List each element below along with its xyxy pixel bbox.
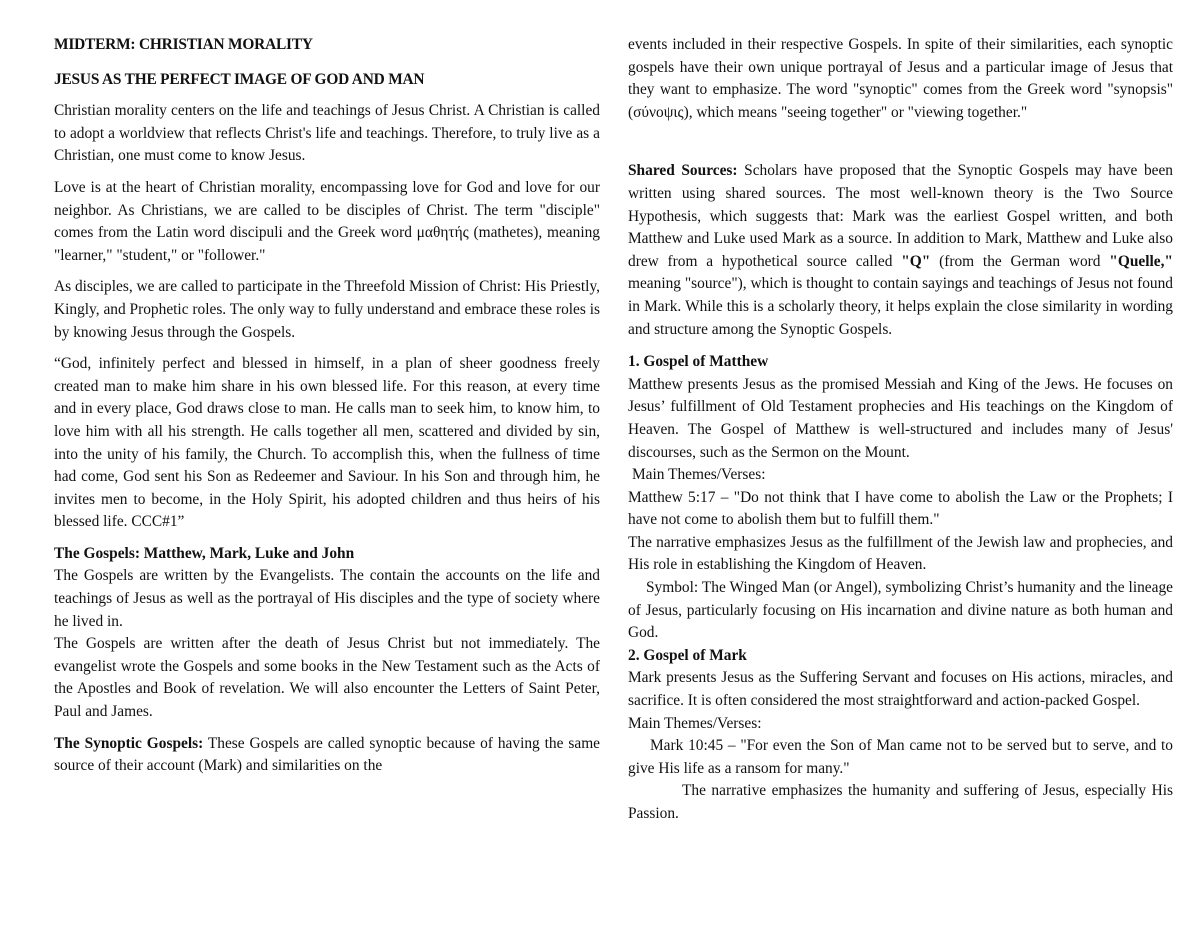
shared-sources-text-1: Scholars have proposed that the Synoptic Gospels may have been written using shared sources. The most well-known theory is the Two Source Hypothesis, which suggests that: Mark was the earliest Gospel written, and both Matthew and Luke used Mark as a source. In addition to Mark, Matthew and Luke also drew from a hypothetical source called [628, 162, 1173, 270]
matthew-themes-label: Main Themes/Verses: [632, 466, 766, 484]
left-column [54, 34, 600, 778]
mark-heading: 2. Gospel of Mark [628, 646, 747, 664]
document-subtitle: JESUS AS THE PERFECT IMAGE OF GOD AND MAN [54, 70, 425, 88]
matthew-verse: Matthew 5:17 – "Do not think that I have come to abolish the Law or the Prophets; I have not come to abolish them but to fulfill them." [628, 488, 1173, 529]
ccc-quote: “God, infinitely perfect and blessed in himself, in a plan of sheer goodness freely created man to make him share in his own blessed life. For this reason, at every time and in every place, God draws close to man. He calls man to seek him, to know him, to love him with all his strength. He calls together all men, scattered and divided by sin, into the unity of his family, the Church. To accomplish this, when the fullness of time had come, God sent his Son as Redeemer and Saviour. In his Son and through him, he invites men to become, in the Holy Spirit, his adopted children and thus heirs of his blessed life. CCC#1” [54, 355, 600, 531]
matthew-paragraph: Matthew presents Jesus as the promised Messiah and King of the Jews. He focuses on Jesus’ fulfillment of Old Testament prophecies and His teachings on the Kingdom of Heaven. The Gospel of Matthew is well-structured and includes many of Jesus' discourses, such as the Sermon on the Mount. [628, 375, 1173, 461]
love-paragraph: Love is at the heart of Christian morality, encompassing love for God and love for our neighbor. As Christians, we are called to be disciples of Christ. The term "disciple" comes from the Latin word discipuli and the Greek word μαθητής (mathetes), meaning "learner," "student," or "follower." [54, 178, 600, 264]
q-term: "Q" [901, 252, 931, 270]
intro-paragraph: Christian morality centers on the life and teachings of Jesus Christ. A Christian is called to adopt a worldview that reflects Christ's life and teachings. Therefore, to truly live as a Christian, one must come to know Jesus. [54, 102, 600, 165]
gospels-paragraph-1: The Gospels are written by the Evangelists. The contain the accounts on the life and teachings of Jesus as well as the portrayal of His disciples and the type of society where he lived in. [54, 567, 600, 630]
synoptic-paragraph [54, 733, 600, 778]
shared-sources-text-2: (from the German word [930, 252, 1110, 270]
right-column [628, 34, 1173, 826]
threefold-mission-paragraph: As disciples, we are called to participate in the Threefold Mission of Christ: His Priestly, Kingly, and Prophetic roles. The only way to fully understand and embrace these roles is by knowing Jesus through the Gospels. [54, 278, 600, 341]
shared-sources-label: Shared Sources: [628, 162, 738, 180]
matthew-symbol: Symbol: The Winged Man (or Angel), symbolizing Christ’s humanity and the lineage of Jesus, particularly focusing on His incarnation and divine nature as both human and God. [628, 579, 1173, 642]
mark-paragraph: Mark presents Jesus as the Suffering Servant and focuses on His actions, miracles, and sacrifice. It is often considered the most straightforward and action-packed Gospel. [628, 669, 1173, 710]
document-title: MIDTERM: CHRISTIAN MORALITY [54, 36, 313, 53]
mark-narrative: The narrative emphasizes the humanity and suffering of Jesus, especially His Passion. [628, 782, 1173, 822]
synoptic-label: The Synoptic Gospels: [54, 734, 204, 752]
mark-themes-label: Main Themes/Verses: [628, 714, 762, 732]
gospels-heading: The Gospels: Matthew, Mark, Luke and John [54, 544, 355, 562]
synoptic-continuation: events included in their respective Gospels. In spite of their similarities, each synoptic gospels have their own unique portrayal of Jesus and a particular image of Jesus that they want to emphasize. The word "synoptic" comes from the Greek word "synopsis" (σύνοψις), which means "seeing together" or "viewing together." [628, 36, 1173, 121]
matthew-heading: 1. Gospel of Matthew [628, 353, 769, 371]
matthew-narrative: The narrative emphasizes Jesus as the fulfillment of the Jewish law and prophecies, and His role in establishing the Kingdom of Heaven. [628, 533, 1173, 574]
synoptic-text: These Gospels are called synoptic because of having the same source of their account (Mark) and similarities on the [54, 734, 600, 775]
shared-sources-text-3: meaning "source"), which is thought to contain sayings and teachings of Jesus not found in Mark. While this is a scholarly theory, it helps explain the close similarity in wording and structure among the Synoptic Gospels. [628, 275, 1173, 338]
quelle-term: "Quelle," [1109, 252, 1173, 270]
mark-verse: Mark 10:45 – "For even the Son of Man came not to be served but to serve, and to give His life as a ransom for many." [628, 737, 1173, 777]
gospels-paragraph-2: The Gospels are written after the death of Jesus Christ but not immediately. The evangelist wrote the Gospels and some books in the New Testament such as the Acts of the Apostles and Book of revelation. We will also encounter the Letters of Saint Peter, Paul and James. [54, 635, 600, 721]
shared-sources-paragraph [628, 160, 1173, 341]
